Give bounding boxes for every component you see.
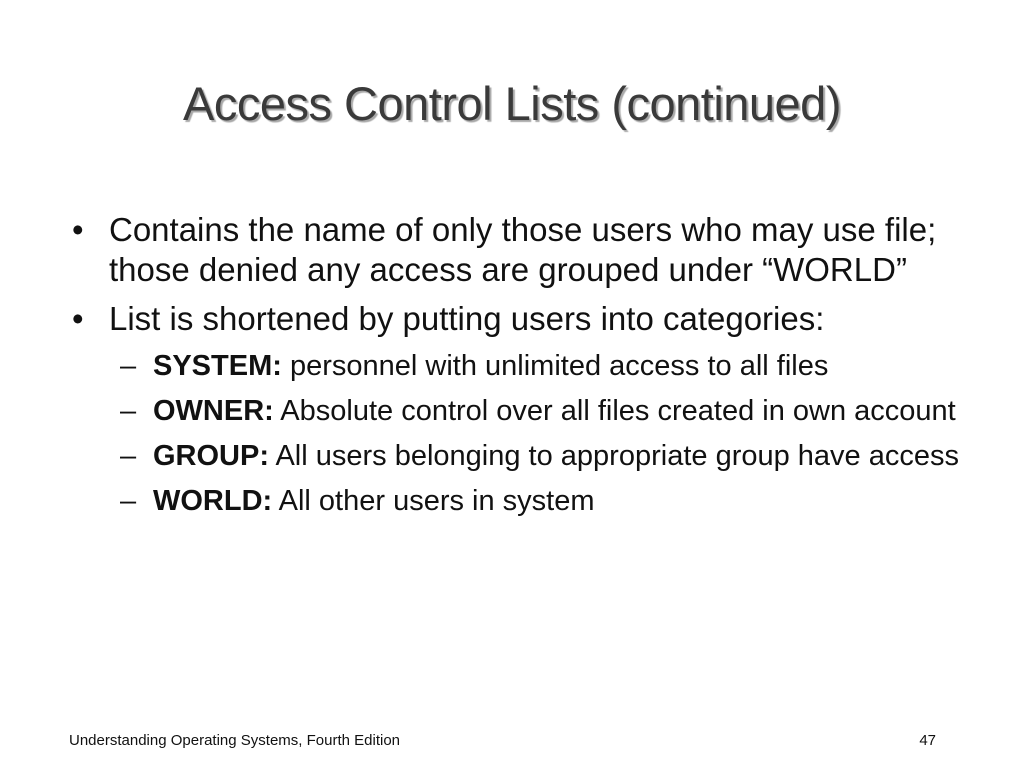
bullet-item — [72, 299, 972, 339]
subbullet-term: OWNER: — [153, 395, 274, 427]
bullet-item — [72, 210, 972, 290]
subbullet-text: Absolute control over all files created in own account — [273, 395, 956, 427]
bullet-marker: • — [72, 300, 84, 337]
bullet-marker: • — [72, 211, 84, 248]
subbullet-text: All users belonging to appropriate group have access — [269, 440, 959, 472]
subbullet-owner — [120, 393, 972, 429]
subbullet-term: GROUP: — [153, 440, 269, 472]
bullet-text: List is shortened by putting users into categories: — [109, 300, 825, 337]
subbullet-text: personnel with unlimited access to all files — [281, 350, 829, 382]
subbullet-text: All other users in system — [272, 485, 595, 517]
dash-marker: – — [120, 440, 137, 472]
footer-page-number: 47 — [919, 732, 936, 749]
footer-book-title: Understanding Operating Systems, Fourth Edition — [69, 732, 401, 749]
dash-marker: – — [120, 485, 137, 517]
subbullet-system — [120, 348, 972, 384]
slide-title: Access Control Lists (continued) — [183, 77, 841, 130]
dash-marker: – — [120, 395, 137, 427]
subbullet-term: SYSTEM: — [153, 350, 282, 382]
subbullet-world — [120, 483, 972, 519]
slide-content — [72, 210, 972, 528]
subbullet-group — [120, 438, 972, 474]
dash-marker: – — [120, 350, 137, 382]
bullet-text: Contains the name of only those users who may use file; those denied any access are grouped under “WORLD” — [109, 211, 937, 288]
subbullet-term: WORLD: — [153, 485, 273, 517]
